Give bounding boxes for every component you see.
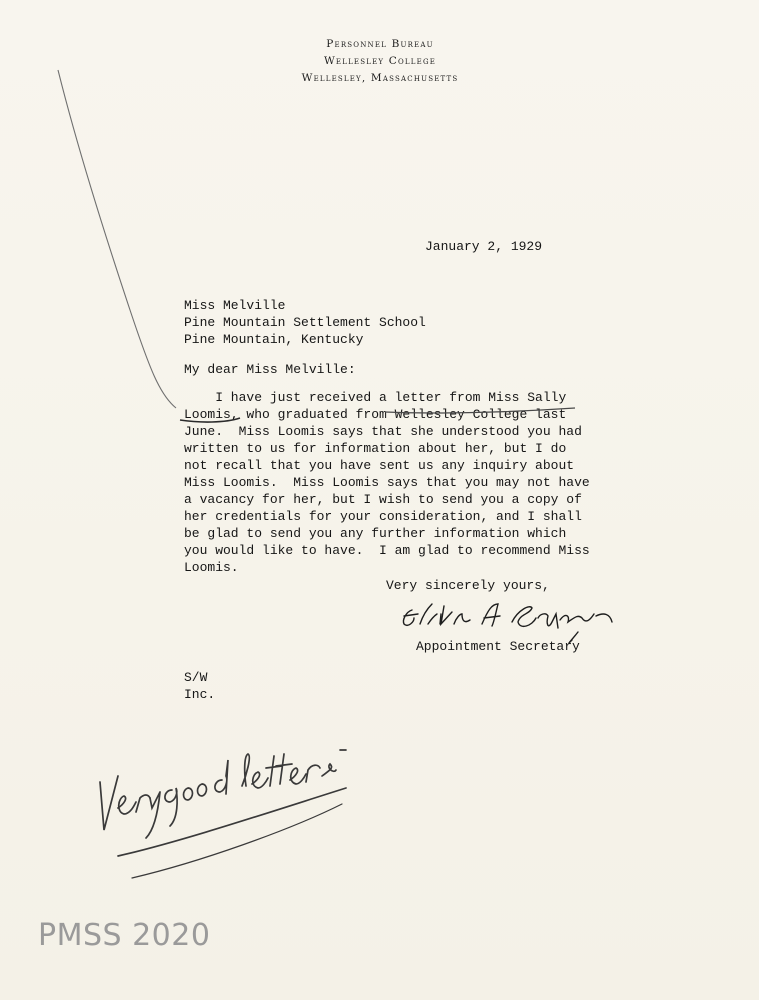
- letterhead: [260, 36, 500, 87]
- salutation: My dear Miss Melville:: [184, 362, 356, 377]
- signer-title: Appointment Secretary: [416, 639, 580, 654]
- letterhead-college: Wellesley College: [323, 55, 437, 67]
- letter-date: January 2, 1929: [425, 239, 543, 254]
- archive-watermark: PMSS 2020: [38, 918, 211, 953]
- signature-edith-sprague: [403, 604, 612, 643]
- letterhead-address: Wellesley, Massachusetts: [301, 72, 459, 84]
- recipient-address: Miss Melville Pine Mountain Settlement School Pine Mountain, Kentucky: [184, 298, 426, 347]
- margin-pencil-line: [58, 70, 176, 408]
- handwritten-note-very-good-letter: [100, 750, 346, 878]
- letterhead-office: Personnel Bureau: [326, 38, 434, 50]
- letter-body: I have just received a letter from Miss Sally Loomis, who graduated from Wellesley College last June. Miss Loomis says that she understood you had written to us for information about her, but I do not recall that you have sent us any inquiry about Miss Loomis. Miss Loomis says that you may not have a vacancy for her, but I wish to send you a copy of her credentials for your consideration, and I shall be glad to send you any further information which you would like to have. I am glad to recommend Miss Loomis.: [184, 390, 590, 575]
- closing: Very sincerely yours,: [386, 578, 550, 593]
- reference-initials: S/W Inc.: [184, 670, 216, 702]
